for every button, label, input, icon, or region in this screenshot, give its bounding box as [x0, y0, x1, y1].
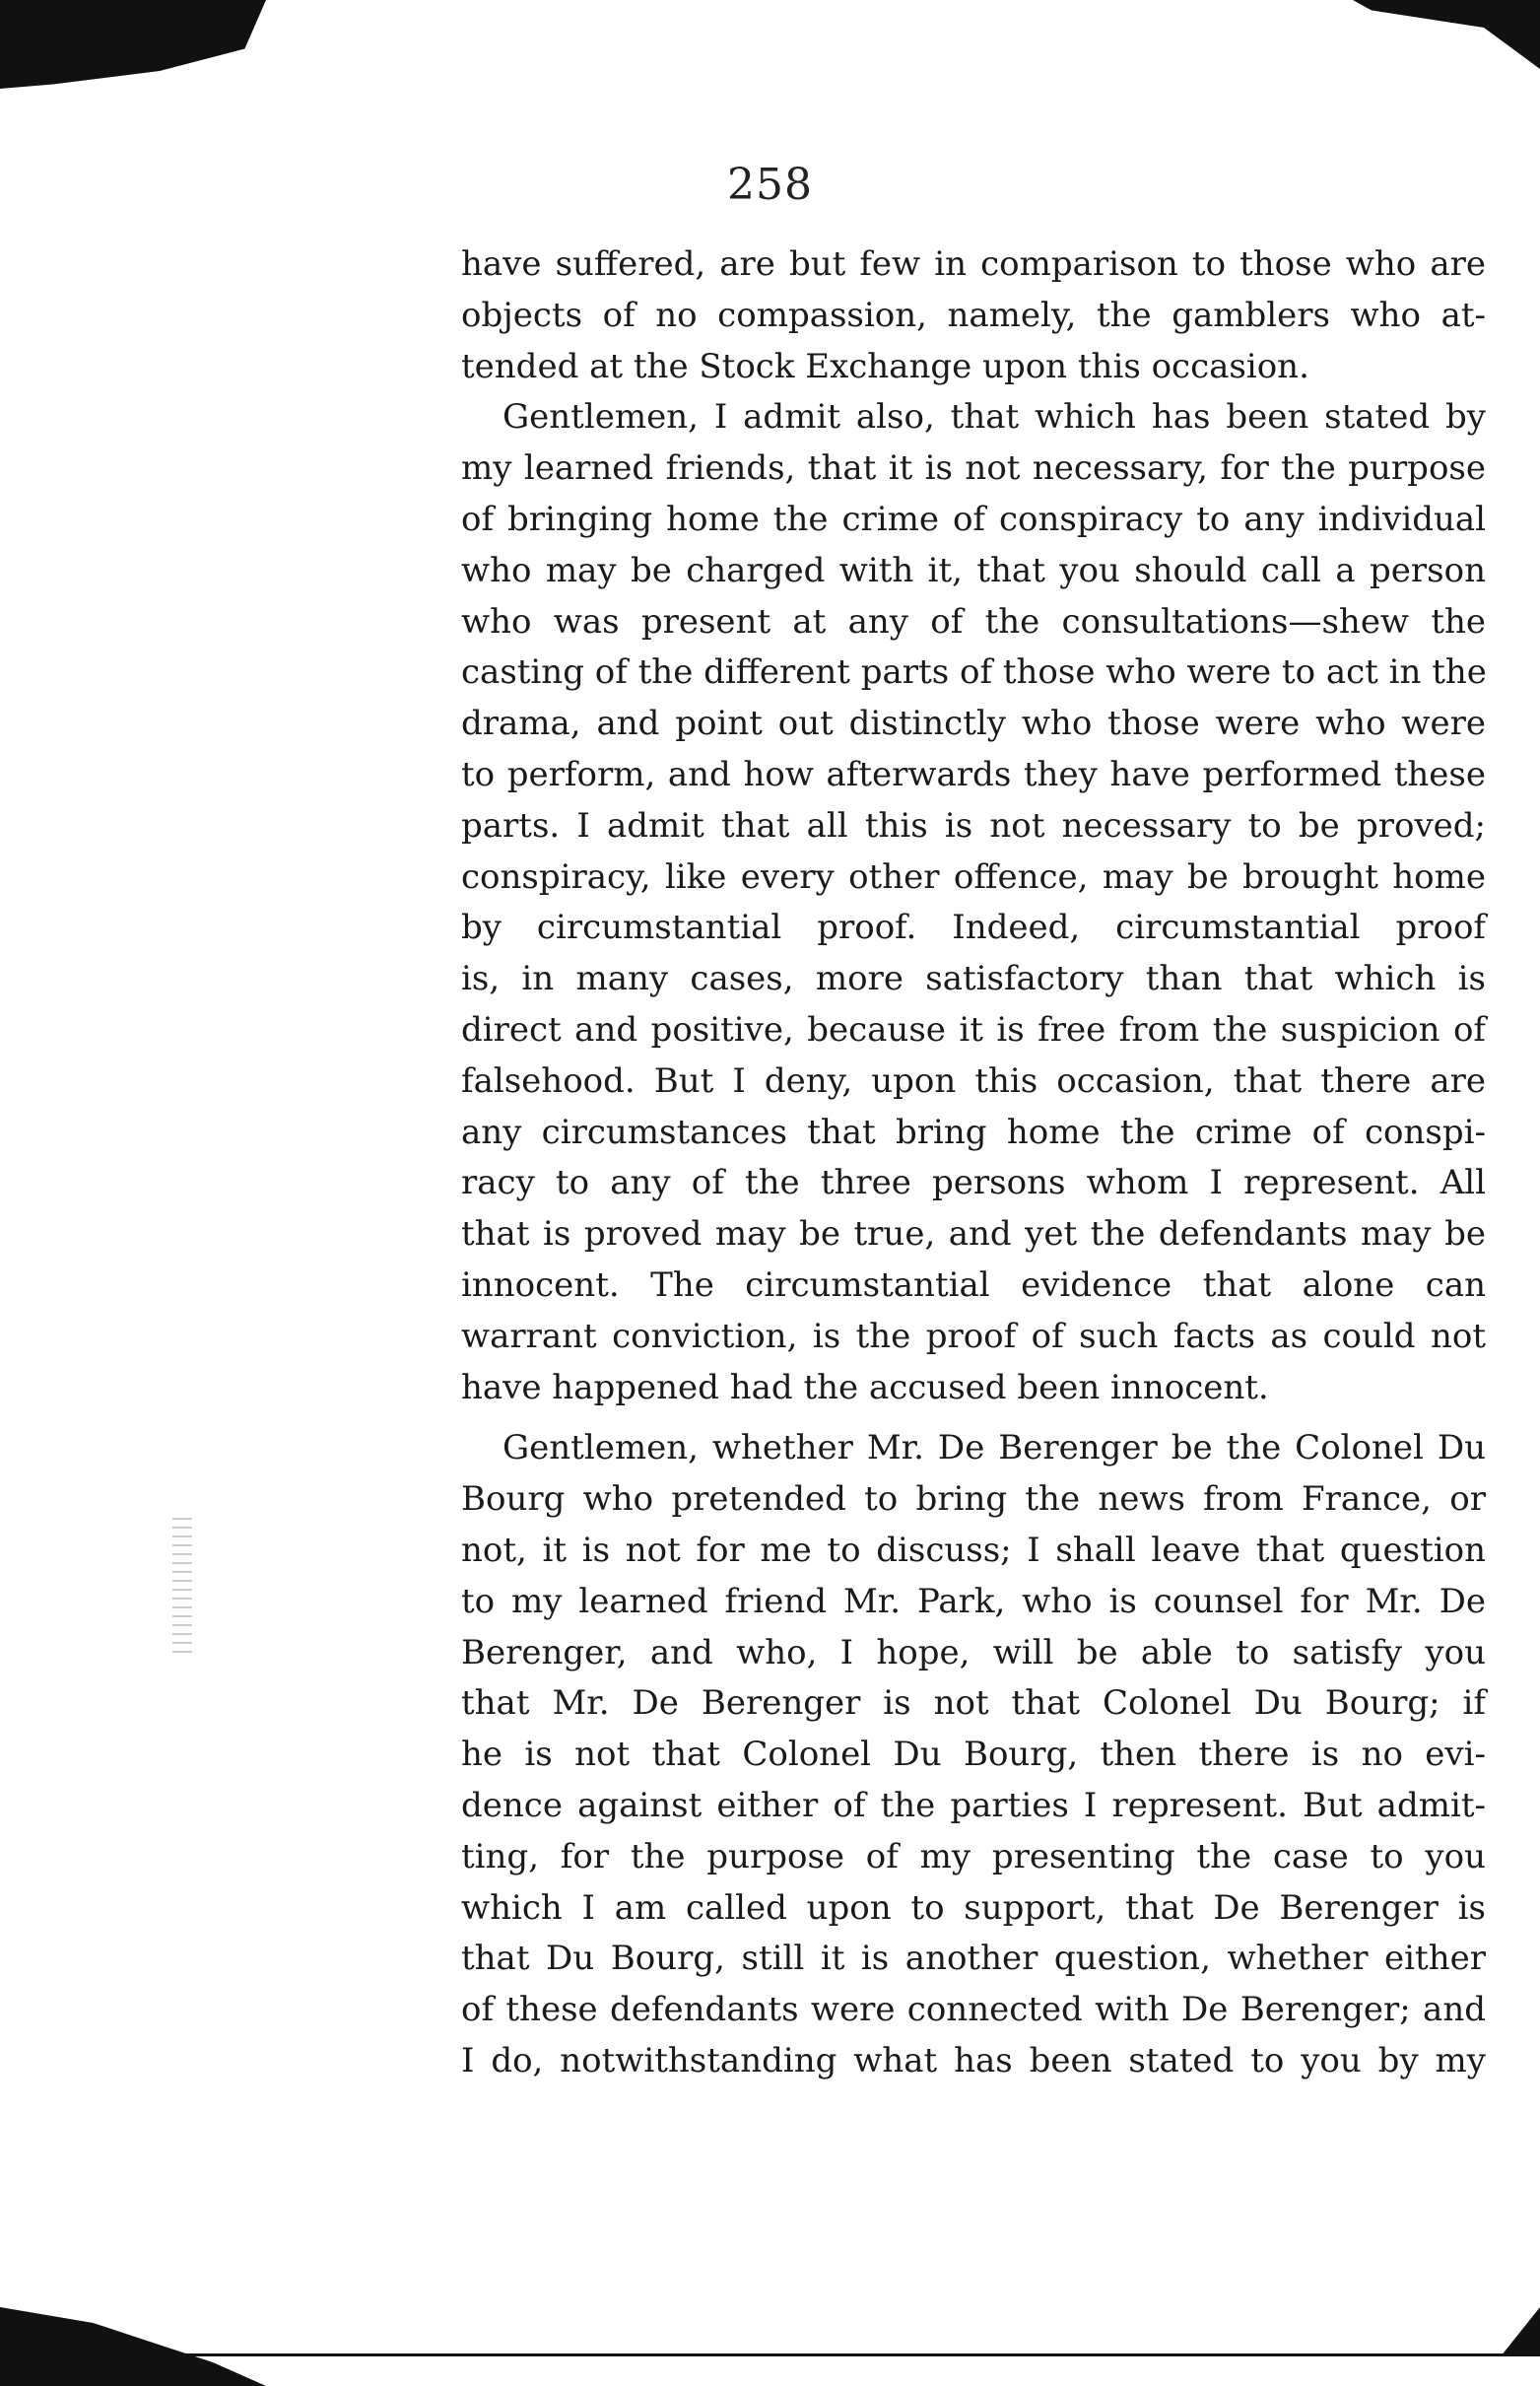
text-line: tended at the Stock Exchange upon this occasion. — [461, 346, 1309, 386]
paragraph — [461, 1423, 1486, 2086]
text-line: of bringing home the crime of conspiracy to any individual — [461, 499, 1486, 539]
text-line: which I am called upon to support, that De Berenger is — [461, 1887, 1486, 1928]
text-line: that Du Bourg, still it is another question, whether either — [461, 1939, 1486, 1979]
text-line: Gentlemen, whether Mr. De Berenger be the Colonel Du — [502, 1428, 1486, 1468]
scan-artifact-bottom-edge — [177, 2353, 1540, 2356]
text-line: parts. I admit that all this is not necessary to be proved; — [461, 805, 1486, 846]
text-line: Gentlemen, I admit also, that which has been stated by — [502, 397, 1486, 438]
scan-artifact-top-left — [0, 0, 266, 89]
text-line: to my learned friend Mr. Park, who is counsel for Mr. De — [461, 1581, 1486, 1621]
text-line: he is not that Colonel Du Bourg, then there is no evi- — [461, 1735, 1486, 1775]
paragraph — [461, 392, 1486, 1413]
text-line: is, in many cases, more satisfactory than that which is — [461, 959, 1486, 999]
paragraph — [461, 239, 1486, 392]
text-line: casting of the different parts of those who were to act in the — [461, 652, 1487, 693]
text-line: not, it is not for me to discuss; I shall leave that question — [461, 1530, 1486, 1570]
text-line: my learned friends, that it is not necessary, for the purpose — [461, 448, 1486, 489]
text-line: racy to any of the three persons whom I represent. All — [461, 1163, 1486, 1203]
scan-artifact-bottom-right — [1501, 2307, 1540, 2356]
text-line: innocent. The circumstantial evidence that alone can — [461, 1264, 1486, 1305]
text-line: who was present at any of the consultations—shew the — [461, 601, 1486, 642]
body-text — [461, 239, 1486, 2087]
text-line: of these defendants were connected with De Berenger; and — [461, 1990, 1486, 2030]
margin-specks — [172, 1518, 192, 1656]
text-line: drama, and point out distinctly who those were who were — [461, 704, 1486, 744]
text-line: conspiracy, like every other offence, may be brought home — [461, 856, 1486, 897]
text-line: I do, notwithstanding what has been stated to you by my — [461, 2040, 1486, 2080]
text-line: have happened had the accused been innocent. — [461, 1367, 1269, 1407]
scan-artifact-top-right — [1353, 0, 1540, 69]
text-line: who may be charged with it, that you should call a person — [461, 550, 1486, 590]
text-line: by circumstantial proof. Indeed, circumstantial proof — [461, 908, 1486, 948]
text-line: Berenger, and who, I hope, will be able to satisfy you — [461, 1632, 1486, 1672]
text-line: to perform, and how afterwards they have performed these — [461, 754, 1486, 794]
text-line: ting, for the purpose of my presenting the case to you — [461, 1836, 1486, 1876]
text-line: that Mr. De Berenger is not that Colonel Du Bourg; if — [461, 1683, 1486, 1724]
text-line: direct and positive, because it is free from the suspicion of — [461, 1009, 1486, 1050]
text-line: have suffered, are but few in comparison to those who are — [461, 244, 1486, 284]
scan-artifact-bottom-left — [0, 2307, 266, 2386]
text-line: any circumstances that bring home the crime of conspi- — [461, 1112, 1486, 1152]
text-line: objects of no compassion, namely, the gamblers who at- — [461, 295, 1486, 335]
text-line: that is proved may be true, and yet the defendants may be — [461, 1214, 1486, 1255]
page-number: 258 — [727, 160, 813, 210]
text-line: dence against either of the parties I represent. But admit- — [461, 1785, 1486, 1825]
text-line: warrant conviction, is the proof of such facts as could not — [461, 1316, 1486, 1356]
text-line: falsehood. But I deny, upon this occasion, that there are — [461, 1060, 1486, 1101]
text-line: Bourg who pretended to bring the news from France, or — [461, 1479, 1486, 1520]
